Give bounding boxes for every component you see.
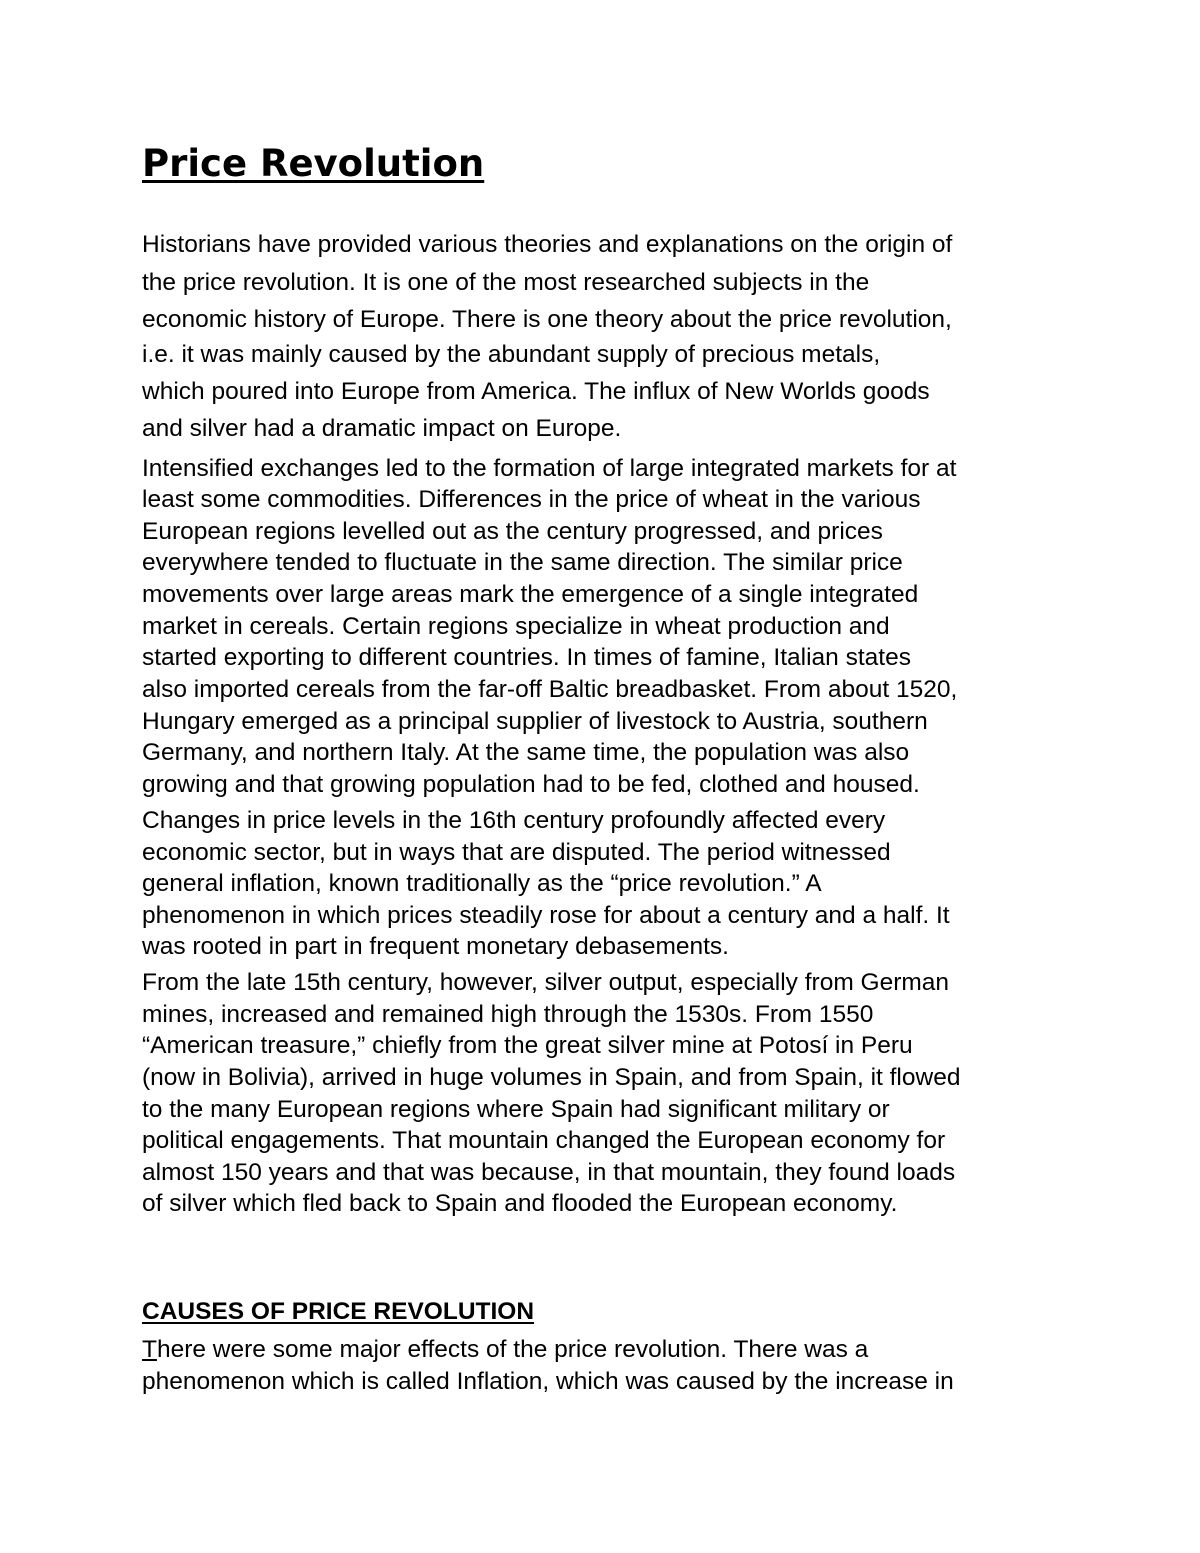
text-line: almost 150 years and that was because, in that mountain, they found loads (142, 1159, 956, 1186)
text-line: political engagements. That mountain changed the European economy for (142, 1127, 946, 1154)
text-line: From the late 15th century, however, silver output, especially from German (142, 969, 950, 996)
text-line: European regions levelled out as the century progressed, and prices (142, 518, 883, 545)
text-line: economic sector, but in ways that are disputed. The period witnessed (142, 839, 891, 866)
page-title: Price Revolution (142, 142, 485, 185)
text-line: and silver had a dramatic impact on Europe. (142, 415, 622, 442)
text-line: phenomenon in which prices steadily rose for about a century and a half. It (142, 902, 950, 929)
text-line: i.e. it was mainly caused by the abundant supply of precious metals, (142, 341, 881, 368)
text-line: market in cereals. Certain regions specialize in wheat production and (142, 613, 890, 640)
text-line: mines, increased and remained high through the 1530s. From 1550 (142, 1001, 874, 1028)
text-line: growing and that growing population had to be fed, clothed and housed. (142, 771, 920, 798)
text-line: phenomenon which is called Inflation, which was caused by the increase in (142, 1368, 954, 1395)
text-line: Historians have provided various theories and explanations on the origin of (142, 231, 953, 258)
section-heading: CAUSES OF PRICE REVOLUTION (142, 1298, 535, 1325)
text-line: movements over large areas mark the emergence of a single integrated (142, 581, 919, 608)
text-line: general inflation, known traditionally as the “price revolution.” A (142, 870, 822, 897)
text-line: everywhere tended to fluctuate in the same direction. The similar price (142, 549, 903, 576)
text-line: also imported cereals from the far-off Baltic breadbasket. From about 1520, (142, 676, 958, 703)
first-letter: T (142, 1336, 157, 1363)
text-line: (now in Bolivia), arrived in huge volumes in Spain, and from Spain, it flowed (142, 1064, 961, 1091)
text-line: which poured into Europe from America. The influx of New Worlds goods (142, 378, 930, 405)
text-line: least some commodities. Differences in the price of wheat in the various (142, 486, 921, 513)
text-line: Germany, and northern Italy. At the same time, the population was also (142, 739, 910, 766)
text-line: economic history of Europe. There is one theory about the price revolution, (142, 306, 952, 333)
text-line: started exporting to different countries. In times of famine, Italian states (142, 644, 911, 671)
text-line: to the many European regions where Spain had significant military or (142, 1096, 890, 1123)
text-line: “American treasure,” chiefly from the great silver mine at Potosí in Peru (142, 1032, 913, 1059)
text-line: of silver which fled back to Spain and flooded the European economy. (142, 1190, 898, 1217)
text-line: Intensified exchanges led to the formation of large integrated markets for at (142, 455, 957, 482)
text-line (142, 1335, 868, 1365)
text-line: Changes in price levels in the 16th century profoundly affected every (142, 807, 886, 834)
text-line: the price revolution. It is one of the most researched subjects in the (142, 269, 870, 296)
line-rest: here were some major effects of the price revolution. There was a (156, 1336, 869, 1363)
text-line: was rooted in part in frequent monetary debasements. (142, 933, 729, 960)
text-line: Hungary emerged as a principal supplier of livestock to Austria, southern (142, 708, 928, 735)
